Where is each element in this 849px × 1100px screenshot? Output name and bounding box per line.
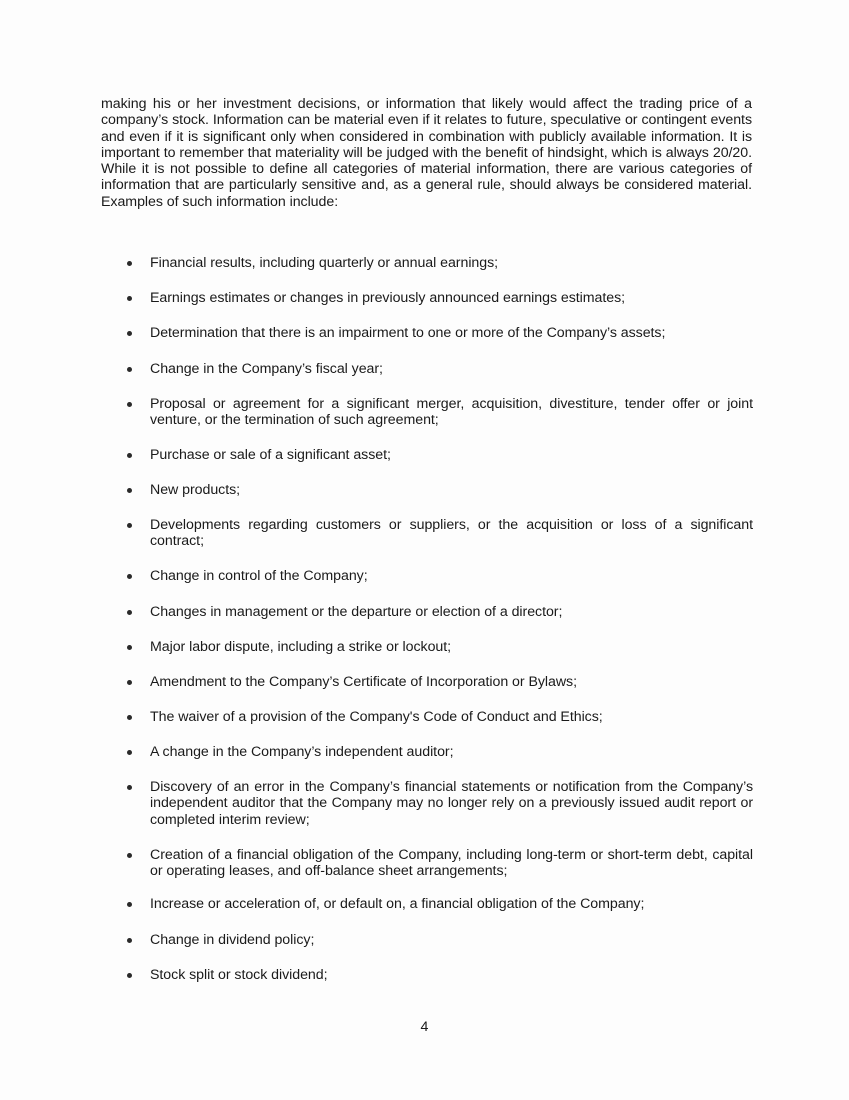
bullet-dot-icon: [127, 680, 132, 685]
bullet-dot-icon: [127, 402, 132, 407]
bullet-dot-icon: [127, 853, 132, 858]
bullet-dot-icon: [127, 645, 132, 650]
bullet-dot-icon: [127, 453, 132, 458]
bullet-dot-icon: [127, 973, 132, 978]
bullet-dot-icon: [127, 785, 132, 790]
list-item-text: Discovery of an error in the Company’s financial statements or notification from the Company’s independent auditor that the Company may no longer rely on a previously issued audit report or completed interim review;: [150, 779, 753, 828]
list-item-text: New products;: [150, 482, 241, 498]
list-item-text: Increase or acceleration of, or default on, a financial obligation of the Company;: [150, 896, 645, 912]
bullet-dot-icon: [127, 296, 132, 301]
bullet-dot-icon: [127, 902, 132, 907]
bullet-dot-icon: [127, 715, 132, 720]
list-item-text: Change in dividend policy;: [150, 932, 315, 948]
list-item-text: A change in the Company’s independent auditor;: [150, 744, 454, 760]
bullet-dot-icon: [127, 331, 132, 336]
intro-paragraph: making his or her investment decisions, or information that likely would affect the trading price of a company’s stock. Information can be material even if it relates to future, speculative or contingent events and even if it is significant only when considered in combination with publicly available information. It is important to remember that materiality will be judged with the benefit of hindsight, which is always 20/20. While it is not possible to define all categories of material information, there are various categories of information that are particularly sensitive and, as a general rule, should always be considered material. Examples of such information include:: [101, 96, 752, 210]
list-item-text: Determination that there is an impairment to one or more of the Company’s assets;: [150, 325, 666, 341]
list-item-text: Developments regarding customers or suppliers, or the acquisition or loss of a significant contract;: [150, 517, 753, 550]
bullet-dot-icon: [127, 261, 132, 266]
bullet-dot-icon: [127, 488, 132, 493]
page-number: 4: [420, 1019, 429, 1035]
list-item-text: Creation of a financial obligation of the Company, including long-term or short-term debt, capital or operating leases, and off-balance sheet arrangements;: [150, 847, 753, 880]
bullet-dot-icon: [127, 750, 132, 755]
list-item-text: The waiver of a provision of the Company's Code of Conduct and Ethics;: [150, 709, 603, 725]
bullet-dot-icon: [127, 574, 132, 579]
list-item-text: Purchase or sale of a significant asset;: [150, 447, 391, 463]
list-item-text: Change in control of the Company;: [150, 568, 368, 584]
list-item-text: Amendment to the Company’s Certificate of Incorporation or Bylaws;: [150, 674, 577, 690]
list-item-text: Earnings estimates or changes in previously announced earnings estimates;: [150, 290, 626, 306]
bullet-dot-icon: [127, 938, 132, 943]
list-item-text: Proposal or agreement for a significant merger, acquisition, divestiture, tender offer or joint venture, or the termination of such agreement;: [150, 396, 753, 429]
list-item-text: Stock split or stock dividend;: [150, 967, 328, 983]
list-item-text: Financial results, including quarterly or annual earnings;: [150, 255, 499, 271]
bullet-dot-icon: [127, 523, 132, 528]
list-item-text: Major labor dispute, including a strike or lockout;: [150, 639, 452, 655]
list-item-text: Changes in management or the departure or election of a director;: [150, 604, 563, 620]
bullet-dot-icon: [127, 367, 132, 372]
list-item-text: Change in the Company’s fiscal year;: [150, 361, 383, 377]
bullet-dot-icon: [127, 610, 132, 615]
